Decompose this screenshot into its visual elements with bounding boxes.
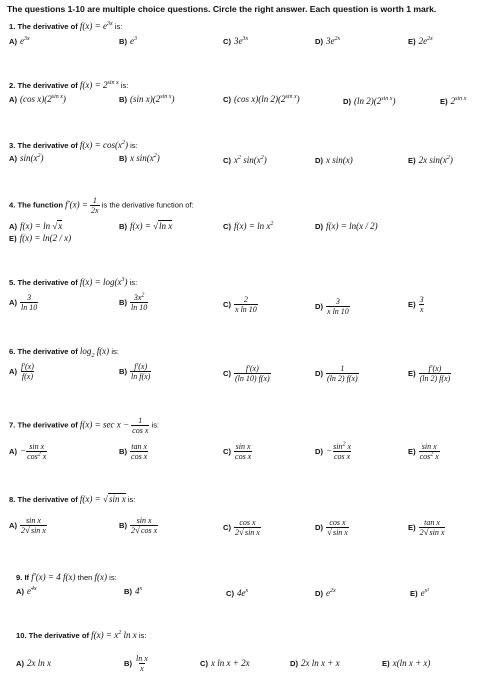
- q7-option-c[interactable]: C) $\frac{\text{sin x}}{\text{cos x}}$: [223, 442, 252, 461]
- q6-option-e[interactable]: E) $\frac{f'(x)}{(\ln 2) f(x)}$: [408, 364, 451, 383]
- q1-option-d[interactable]: D) $3e^{2x}$: [315, 36, 341, 46]
- q3-option-a[interactable]: A) $\sin(x^2)$: [9, 153, 44, 163]
- q1-option-c[interactable]: C) $3e^{3x}$: [223, 36, 249, 46]
- q3-option-e[interactable]: E) 2x $\sin(x^2)$: [408, 155, 453, 165]
- q6-option-a[interactable]: A) $\frac{f'(x)}{f(x)}$: [9, 362, 34, 381]
- q5-option-a[interactable]: A) $\frac{3}{\ln 10}$: [9, 293, 38, 312]
- question-7: 7. The derivative of f(x) = sec x − $\frac{1}{\text{cos x}}$ is:: [9, 416, 160, 435]
- q10-option-a[interactable]: A) 2x ln x: [16, 658, 52, 668]
- q4-option-a[interactable]: A) f(x) = ln √x: [9, 221, 63, 231]
- question-8: 8. The derivative of f(x) = √sin x is:: [9, 494, 136, 504]
- q4-option-b[interactable]: B) f(x) = √ln x: [119, 221, 173, 231]
- q10-option-e[interactable]: E) x(ln x + x): [382, 658, 431, 668]
- q4-option-e[interactable]: E) f(x) = ln(2 / x): [9, 233, 72, 243]
- q7-option-e[interactable]: E) $\frac{\text{sin x}}{\cos^2 x}$: [408, 442, 439, 461]
- q4-option-d[interactable]: D) f(x) = ln(x / 2): [315, 221, 378, 231]
- q2-option-b[interactable]: B) (sin $x)(2^{sin x})$: [119, 94, 175, 104]
- q3-option-b[interactable]: B) x $\sin(x^2)$: [119, 153, 160, 163]
- q2-option-e[interactable]: E) $2^{sin x}$: [440, 96, 467, 106]
- q7-option-b[interactable]: B) $\frac{\text{tan x}}{\text{cos x}}$: [119, 442, 148, 461]
- question-10: 10. The derivative of $f(x) = x^2$ ln x is:: [16, 630, 147, 640]
- q8-option-e[interactable]: E) $\frac{\text{tan x}}{\text{2√sin x}}$: [408, 518, 445, 537]
- q1-option-a[interactable]: A) $e^{3x}$: [9, 36, 30, 46]
- q9-option-d[interactable]: D) $e^{2x}$: [315, 588, 336, 598]
- question-2: 2. The derivative of $f(x) = 2^{sin x}$ is:: [9, 80, 129, 90]
- q3-option-d[interactable]: D) x sin(x): [315, 155, 353, 165]
- question-4: 4. The function f′(x) = $\frac{1}{2x}$ is the derivative function of:: [9, 196, 194, 215]
- q8-option-c[interactable]: C) $\frac{\text{cos x}}{\text{2√sin x}}$: [223, 518, 260, 537]
- q1-option-e[interactable]: E) $2e^{2x}$: [408, 36, 433, 46]
- q8-option-b[interactable]: B) $\frac{\text{sin x}}{\text{2√cos x}}$: [119, 516, 158, 535]
- q5-option-e[interactable]: E) $\frac{3}{x}$: [408, 295, 424, 314]
- q10-option-b[interactable]: B) $\frac{\text{ln x}}{x}$: [124, 654, 148, 673]
- question-9: 9. If f′(x) = 4 f(x) then f(x) is:: [16, 572, 117, 582]
- q7-option-a[interactable]: A) − $\frac{\text{sin x}}{\cos^2 x}$: [9, 442, 47, 461]
- q6-option-c[interactable]: C) $\frac{f'(x)}{(\ln 10) f(x)}$: [223, 364, 270, 383]
- instructions-header: The questions 1-10 are multiple choice questions. Circle the right answer. Each question is worth 1 mark.: [7, 4, 437, 14]
- q10-option-d[interactable]: D) 2x ln x + x: [290, 658, 340, 668]
- q6-option-d[interactable]: D) $\frac{1}{(\ln 2) f(x)}$: [315, 364, 358, 383]
- q2-option-c[interactable]: C) (cos x)(ln $2)(2^{sin x})$: [223, 94, 300, 104]
- q9-option-c[interactable]: C) $4e^x$: [226, 588, 249, 598]
- q4-option-c[interactable]: C) $f(x) = \ln x^2$: [223, 221, 274, 231]
- question-1: 1. The derivative of $f(x) = e^{3x}$ is:: [9, 21, 123, 31]
- question-3: 3. The derivative of $f(x) = \cos(x^2)$ is:: [9, 140, 138, 150]
- q5-option-b[interactable]: B) $\frac{3x^2}{\ln 10}$: [119, 292, 148, 312]
- q2-option-d[interactable]: D) (ln $2)(2^{sin x})$: [343, 96, 396, 106]
- question-6: 6. The derivative of $\log_2 f(x)$ is:: [9, 346, 119, 359]
- q5-option-c[interactable]: C) $\frac{2}{\text{x ln 10}}$: [223, 295, 257, 314]
- question-5: 5. The derivative of $f(x) = \log(x^3)$ is:: [9, 277, 138, 287]
- q8-option-d[interactable]: D) $\frac{\text{cos x}}{\text{√sin x}}$: [315, 518, 348, 537]
- q9-option-b[interactable]: B) 4$^x$: [124, 586, 143, 596]
- q9-option-a[interactable]: A) $e^{4x}$: [16, 586, 37, 596]
- q10-option-c[interactable]: C) x ln x + 2x: [200, 658, 250, 668]
- q9-option-e[interactable]: E) $e^{x^2}$: [410, 588, 430, 598]
- q1-option-b[interactable]: B) $e^3$: [119, 36, 138, 46]
- q2-option-a[interactable]: A) (cos $x)(2^{sin x})$: [9, 94, 66, 104]
- q7-option-d[interactable]: D) − $\frac{\sin^2 x}{\text{cos x}}$: [315, 441, 351, 461]
- q8-option-a[interactable]: A) $\frac{\text{sin x}}{\text{2√sin x}}$: [9, 516, 46, 535]
- q5-option-d[interactable]: D) $\frac{3}{\text{x ln 10}}$: [315, 297, 349, 316]
- q6-option-b[interactable]: B) $\frac{f'(x)}{\text{ln f(x)}}$: [119, 362, 151, 381]
- q3-option-c[interactable]: C) $x^2$ $\sin(x^2)$: [223, 155, 267, 165]
